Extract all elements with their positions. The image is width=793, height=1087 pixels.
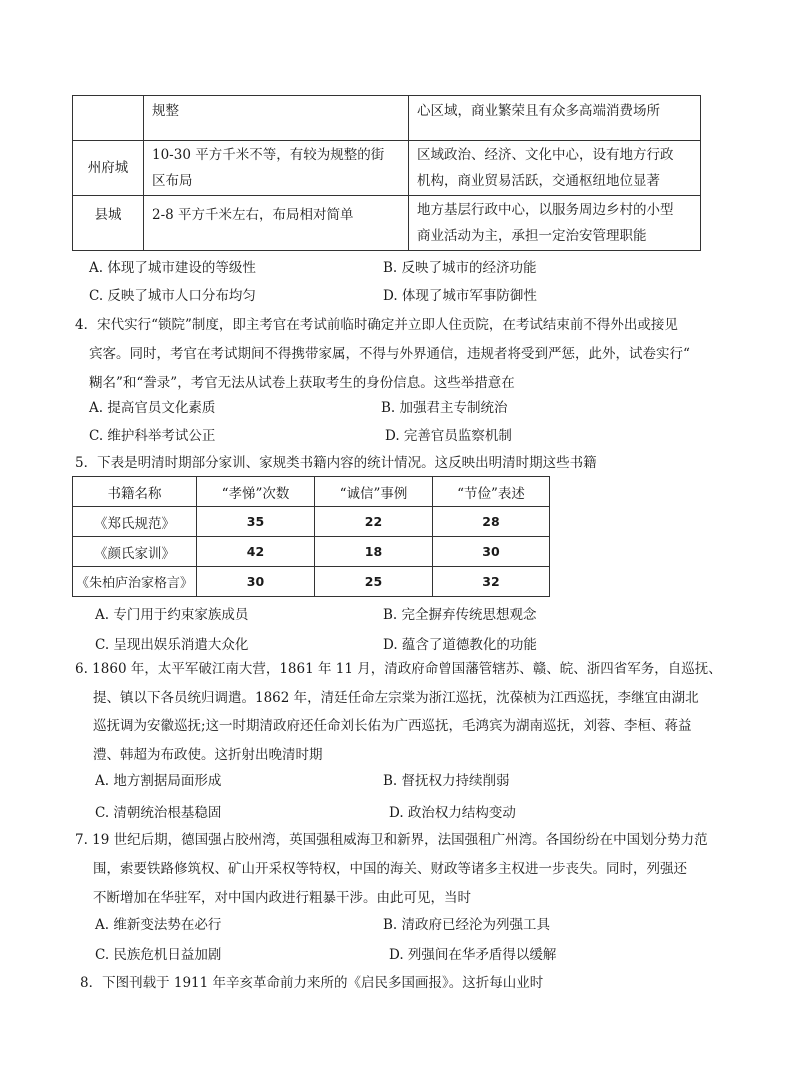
option-b: B. 督抚权力持续削弱	[383, 773, 510, 789]
question-line: 提、镇以下各员统归调遣。1862 年，清廷任命左宗棠为浙江巡抚，沈葆桢为江西巡抚，李继宜由湖北	[93, 689, 699, 706]
option-a: A. 体现了城市建设的等级性	[89, 260, 256, 276]
table-cell: 《郑氏规范》	[73, 507, 197, 537]
cell-line: 10-30 平方千米不等，有较为规整的街	[152, 147, 385, 163]
option-c: C. 反映了城市人口分布均匀	[89, 288, 256, 304]
question-line: 4．宋代实行“锁院”制度，即主考官在考试前临时确定并立即人住贡院，在考试结束前不得外出或接见	[75, 317, 678, 333]
table-row	[73, 567, 550, 597]
question-line: 围，索要铁路修筑权、矿山开采权等特权，中国的海关、财政等诸多主权进一步丧失。同时，列强还	[93, 861, 687, 877]
table-cell: 35	[197, 507, 315, 537]
table-cell: 县城	[73, 196, 144, 251]
question-5-stem: 5．下表是明清时期部分家训、家规类书籍内容的统计情况。这反映出明清时期这些书籍	[75, 455, 597, 471]
table-cell: 25	[315, 567, 433, 597]
column-header: “孝悌”次数	[197, 477, 315, 507]
table-cell: 《颜氏家训》	[73, 537, 197, 567]
table-row	[73, 141, 701, 196]
question-line: 宾客。同时，考官在考试期间不得携带家属，不得与外界通信，违规者将受到严惩，此外，试卷实行“	[89, 346, 690, 362]
option-d: D. 列强间在华矛盾得以缓解	[389, 947, 557, 963]
option-b: B. 完全摒弃传统思想观念	[383, 607, 537, 623]
option-d: D. 蕴含了道德教化的功能	[383, 637, 537, 653]
cell-text: 心区域，商业繁荣且有众多高端消费场所	[417, 103, 660, 119]
table-cell: 《朱柏庐治家格言》	[73, 567, 197, 597]
table-cell	[409, 96, 701, 141]
cell-line: 机构，商业贸易活跃，交通枢纽地位显著	[417, 173, 660, 189]
option-a: A. 维新变法势在必行	[95, 917, 222, 933]
table-cell	[144, 141, 409, 196]
table-cell	[73, 96, 144, 141]
city-table	[72, 95, 701, 251]
table-cell	[144, 196, 409, 251]
family-books-table	[72, 476, 550, 597]
table-cell: 18	[315, 537, 433, 567]
option-a: A. 提高官员文化素质	[89, 400, 216, 416]
question-8-stem: 8．下图刊载于 1911 年辛亥革命前力来所的《启民多国画报》。这折每山业时	[80, 975, 544, 991]
cell-text: 2-8 平方千米左右，布局相对简单	[152, 207, 354, 223]
table-cell: 30	[197, 567, 315, 597]
column-header: 书籍名称	[73, 477, 197, 507]
table-cell	[144, 96, 409, 141]
question-line: 澧、韩超为布政使。这折射出晚清时期	[93, 746, 323, 763]
cell-line: 地方基层行政中心，以服务周边乡村的小型	[417, 202, 674, 218]
option-d: D. 完善官员监察机制	[385, 428, 512, 444]
table-cell	[409, 141, 701, 196]
cell-text: 规整	[152, 103, 179, 119]
table-cell: 32	[433, 567, 550, 597]
option-c: C. 清朝统治根基稳固	[95, 805, 222, 821]
cell-line: 区布局	[152, 173, 193, 189]
option-a: A. 专门用于约束家族成员	[95, 607, 249, 623]
table-row	[73, 196, 701, 251]
column-header: “诚信”事例	[315, 477, 433, 507]
question-line: 巡抚调为安徽巡抚;这一时期清政府还任命刘长佑为广西巡抚，毛鸿宾为湖南巡抚，刘蓉、李桓、蒋益	[93, 718, 692, 734]
option-d: D. 政治权力结构变动	[389, 805, 516, 821]
question-4	[75, 311, 715, 398]
column-header: “节俭”表述	[433, 477, 550, 507]
table-row	[73, 537, 550, 567]
table-cell: 42	[197, 537, 315, 567]
question-line: 6. 1860 年，太平军破江南大营，1861 年 11 月，清政府命曾国藩管辖苏、赣、皖、浙四省军务，自巡抚、	[75, 661, 722, 677]
cell-line: 商业活动为主，承担一定治安管理职能	[417, 228, 647, 244]
question-6	[75, 661, 722, 769]
cell-line: 区域政治、经济、文化中心，设有地方行政	[417, 147, 674, 163]
table-header-row	[73, 477, 550, 507]
table-cell: 22	[315, 507, 433, 537]
option-b: B. 加强君主专制统治	[381, 400, 508, 416]
question-line: 不断增加在华驻军，对中国内政进行粗暴干涉。由此可见，当时	[93, 890, 471, 906]
table-row	[73, 96, 701, 141]
table-row	[73, 507, 550, 537]
option-c: C. 民族危机日益加剧	[95, 947, 222, 963]
table-cell	[409, 196, 701, 251]
table-cell: 28	[433, 507, 550, 537]
question-7	[75, 826, 715, 913]
table-cell: 州府城	[73, 141, 144, 196]
question-line: 糊名”和“誊录”，考官无法从试卷上获取考生的身份信息。这些举措意在	[89, 375, 515, 391]
option-c: C. 维护科举考试公正	[89, 428, 216, 444]
option-c: C. 呈现出娱乐消遣大众化	[95, 637, 249, 653]
question-line: 7. 19 世纪后期，德国强占胶州湾，英国强租威海卫和新界，法国强租广州湾。各国纷纷在中国划分势力范	[75, 832, 708, 848]
option-a: A. 地方割据局面形成	[95, 773, 222, 789]
option-b: B. 清政府已经沦为列强工具	[383, 917, 551, 933]
option-b: B. 反映了城市的经济功能	[383, 260, 537, 276]
table-cell: 30	[433, 537, 550, 567]
option-d: D. 体现了城市军事防御性	[383, 288, 537, 304]
